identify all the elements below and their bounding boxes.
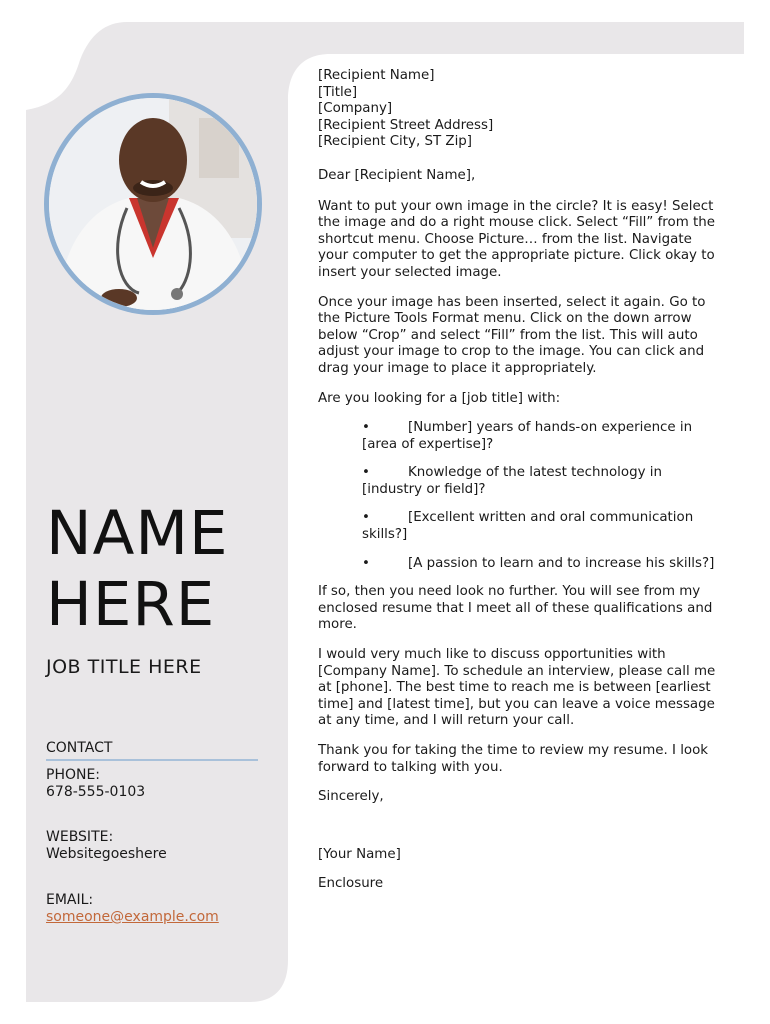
doctor-portrait-image xyxy=(49,98,257,310)
job-title: JOB TITLE HERE xyxy=(46,656,202,678)
profile-photo[interactable] xyxy=(44,93,262,315)
list-item: • [A passion to learn and to increase his skills?] xyxy=(362,555,715,571)
name-line-1: NAME xyxy=(46,498,229,569)
website-value: Websitegoeshere xyxy=(46,846,167,862)
phone-value: 678-555-0103 xyxy=(46,784,146,800)
list-item: • [Number] years of hands-on experience in [area of expertise]? xyxy=(362,420,693,452)
list-item: • [Excellent written and oral communication skills?] xyxy=(362,510,694,543)
email-link[interactable]: someone@example.com xyxy=(46,909,219,925)
paragraph-thanks: Thank you for taking the time to review my resume. I look forward to talking with you. xyxy=(318,743,709,775)
email-label: EMAIL: xyxy=(46,892,94,908)
email-block xyxy=(46,892,219,926)
website-label: WEBSITE: xyxy=(46,829,114,845)
paragraph-intro-question: Are you looking for a [job title] with: xyxy=(318,390,561,406)
recipient-address xyxy=(318,68,718,151)
cover-letter-body xyxy=(318,68,718,906)
address-line: [Recipient City, ST Zip] xyxy=(318,134,473,150)
address-line: [Recipient Name] xyxy=(318,68,435,83)
candidate-name xyxy=(46,498,286,640)
address-line: [Recipient Street Address] xyxy=(318,117,494,133)
name-line-2: HERE xyxy=(46,569,216,640)
paragraph-interview: I would very much like to discuss opportunities with [Company Name]. To schedule an interview, please call me at [phone]. The best time to reach me is between [earliest time] and [latest time], but you can leave a voice message at any time, and I will return your call. xyxy=(318,647,716,729)
paragraph-qualifications: If so, then you need look no further. You will see from my enclosed resume that I meet all of these qualifications and more. xyxy=(318,584,713,633)
phone-block xyxy=(46,767,145,801)
paragraph-image-instructions: Want to put your own image in the circle? It is easy! Select the image and do a right mouse click. Select “Fill” from the shortcut menu. Choose Picture… from the list. Navigate your computer to get the appropriate picture. Click okay to insert your selected image. xyxy=(318,198,715,280)
qualifications-list xyxy=(318,420,718,572)
bullet-symbol: • xyxy=(362,555,370,571)
contact-heading: CONTACT xyxy=(46,740,258,761)
signature-name: [Your Name] xyxy=(318,846,401,862)
closing: Sincerely, xyxy=(318,789,384,805)
website-block xyxy=(46,829,167,863)
list-item: • Knowledge of the latest technology in [industry or field]? xyxy=(362,465,662,497)
salutation: Dear [Recipient Name], xyxy=(318,167,476,183)
address-line: [Company] xyxy=(318,101,393,117)
enclosure-note: Enclosure xyxy=(318,876,384,892)
paragraph-crop-instructions: Once your image has been inserted, select it again. Go to the Picture Tools Format menu. Click on the down arrow below “Crop” and select “Fill” from the list. This will auto adjust your image to crop to the image. You can click and drag your image to place it appropriately. xyxy=(318,294,706,376)
bullet-symbol: • xyxy=(362,420,370,436)
bullet-symbol: • xyxy=(362,510,370,526)
phone-label: PHONE: xyxy=(46,767,101,783)
address-line: [Title] xyxy=(318,84,358,100)
bullet-symbol: • xyxy=(362,465,370,481)
